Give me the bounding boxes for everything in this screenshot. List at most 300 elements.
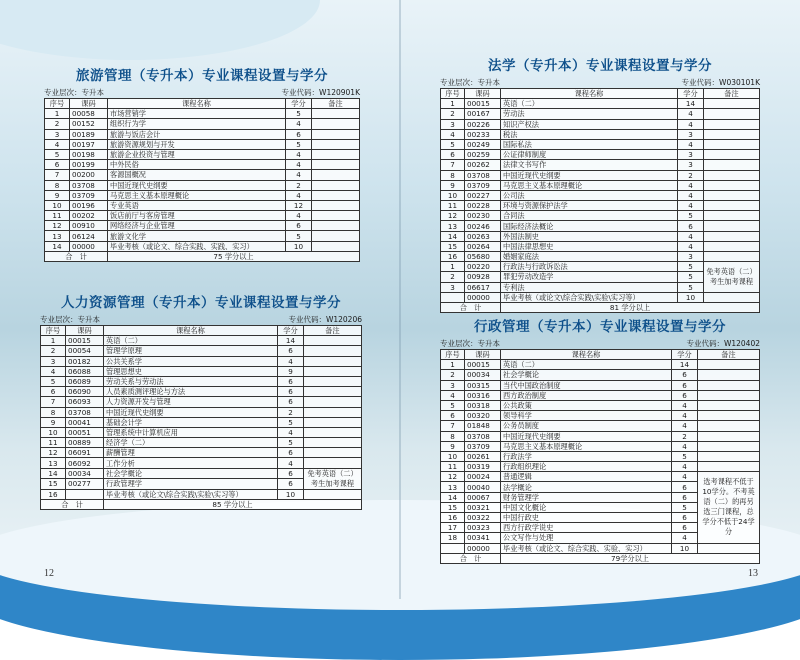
major-code: 专业代码：W120402: [686, 339, 760, 348]
row-seq: 7: [441, 160, 465, 170]
major-level: 专业层次：专升本: [40, 315, 100, 324]
row-course-name: 公共政策: [501, 400, 672, 410]
row-note-empty: [312, 221, 360, 231]
row-course-name: 毕业考核（或论文、综合实践、实验、实习）: [501, 543, 672, 553]
row-note-empty: [312, 129, 360, 139]
row-code: 03709: [465, 441, 501, 451]
total-label: 合 计: [45, 251, 108, 261]
course-table: [44, 98, 360, 262]
table-row: [45, 231, 360, 241]
row-credit: 4: [678, 139, 704, 149]
row-credit: 4: [286, 119, 312, 129]
row-credit: 6: [672, 482, 698, 492]
table-row: [41, 336, 362, 346]
row-course-name: 毕业考核（或论文\综合实践\实验\实习等）: [104, 489, 278, 499]
total-row: [441, 553, 760, 563]
row-code: 00323: [465, 523, 501, 533]
row-seq: 8: [45, 180, 70, 190]
course-table: [40, 325, 362, 510]
admin-section: [440, 315, 760, 564]
row-course-name: 马克思主义基本原理概论: [108, 190, 286, 200]
row-seq: 11: [441, 201, 465, 211]
row-credit: 4: [672, 472, 698, 482]
section-title: 旅游管理（专升本）专业课程设置与学分: [76, 68, 328, 84]
table-row: [45, 160, 360, 170]
table-row: [441, 241, 760, 251]
row-note-empty: [304, 489, 362, 499]
row-code: 00226: [465, 119, 501, 129]
row-credit: 6: [278, 387, 304, 397]
row-code: 00220: [465, 262, 501, 272]
table-row: [441, 211, 760, 221]
row-course-name: 中国近现代史纲要: [501, 170, 678, 180]
table-row: [45, 241, 360, 251]
row-credit: 5: [278, 438, 304, 448]
row-credit: 3: [678, 129, 704, 139]
row-course-name: 中国近现代史纲要: [108, 180, 286, 190]
row-course-name: 行政管理学: [104, 479, 278, 490]
row-credit: 4: [678, 109, 704, 119]
row-credit: 6: [278, 397, 304, 407]
row-seq: 9: [45, 190, 70, 200]
row-course-name: 旅游与饭店会计: [108, 129, 286, 139]
row-note-empty: [698, 380, 760, 390]
row-note-empty: [704, 109, 760, 119]
row-credit: 4: [678, 201, 704, 211]
row-seq: 13: [441, 221, 465, 231]
row-note-empty: [304, 376, 362, 386]
row-code: 00249: [465, 139, 501, 149]
row-note-empty: [704, 170, 760, 180]
row-credit: 4: [286, 211, 312, 221]
header-note: 备注: [698, 350, 760, 360]
row-seq: 11: [45, 211, 70, 221]
table-row: [45, 109, 360, 119]
row-seq: 2: [441, 272, 465, 282]
row-course-name: 外国法制史: [501, 231, 678, 241]
header-name: 课程名称: [104, 326, 278, 336]
table-row: [41, 468, 362, 479]
row-seq: 14: [45, 241, 70, 251]
row-credit: 6: [278, 468, 304, 479]
row-credit: 5: [286, 109, 312, 119]
row-seq: 10: [441, 451, 465, 461]
row-code: 00264: [465, 241, 501, 251]
row-code: 00034: [465, 370, 501, 380]
row-seq: 6: [441, 150, 465, 160]
row-note-empty: [312, 231, 360, 241]
row-note-empty: [304, 438, 362, 448]
row-seq: 2: [441, 109, 465, 119]
row-code: 00152: [70, 119, 108, 129]
row-note-empty: [698, 370, 760, 380]
row-code: 00167: [465, 109, 501, 119]
row-course-name: 中外民俗: [108, 160, 286, 170]
row-course-name: 管理学原理: [104, 346, 278, 356]
row-credit: 4: [286, 170, 312, 180]
row-credit: 5: [678, 272, 704, 282]
row-seq: 2: [45, 119, 70, 129]
table-row: [41, 397, 362, 407]
row-code: 00227: [465, 190, 501, 200]
row-seq: 4: [41, 366, 66, 376]
row-code: 03708: [70, 180, 108, 190]
row-note-empty: [304, 356, 362, 366]
row-seq: 4: [441, 129, 465, 139]
row-course-name: 法学概论: [501, 482, 672, 492]
row-code: 00263: [465, 231, 501, 241]
section-meta: [44, 87, 360, 98]
row-code: 06088: [66, 366, 104, 376]
table-row: [441, 543, 760, 553]
header-name: 课程名称: [501, 350, 672, 360]
row-course-name: 当代中国政治制度: [501, 380, 672, 390]
major-level: 专业层次：专升本: [440, 339, 500, 348]
row-course-name: 西方政治制度: [501, 390, 672, 400]
major-code: 专业代码：W030101K: [681, 78, 760, 87]
row-seq: 3: [441, 282, 465, 292]
row-code: 00341: [465, 533, 501, 543]
header-code: 课码: [465, 350, 501, 360]
row-credit: 4: [672, 533, 698, 543]
table-row: [441, 400, 760, 410]
table-header-row: [41, 326, 362, 336]
row-credit: 5: [286, 231, 312, 241]
table-row: [45, 119, 360, 129]
table-row: [41, 438, 362, 448]
row-note-empty: [304, 346, 362, 356]
row-course-name: 公证律师制度: [501, 150, 678, 160]
major-code: 专业代码：W120901K: [281, 88, 360, 97]
row-note-empty: [312, 119, 360, 129]
law-section: [440, 54, 760, 313]
row-seq: 3: [441, 119, 465, 129]
row-course-name: 劳动法: [501, 109, 678, 119]
row-credit: 6: [278, 479, 304, 490]
row-seq: 11: [41, 438, 66, 448]
row-code: 03709: [465, 180, 501, 190]
row-code: 00320: [465, 411, 501, 421]
row-credit: 12: [286, 200, 312, 210]
row-credit: 6: [678, 221, 704, 231]
table-row: [441, 451, 760, 461]
row-seq: 3: [441, 380, 465, 390]
row-course-name: 环境与资源保护法学: [501, 201, 678, 211]
row-seq: 8: [441, 431, 465, 441]
row-seq: 8: [41, 407, 66, 417]
section-title: 人力资源管理（专升本）专业课程设置与学分: [61, 295, 341, 311]
row-course-name: 财务管理学: [501, 492, 672, 502]
row-seq: 12: [41, 448, 66, 458]
row-course-name: 英语（二）: [104, 336, 278, 346]
row-credit: 4: [678, 119, 704, 129]
table-row: [45, 190, 360, 200]
row-note-empty: [698, 543, 760, 553]
header-credit: 学分: [678, 89, 704, 99]
row-note-empty: [704, 190, 760, 200]
table-header-row: [45, 99, 360, 109]
row-credit: 6: [278, 376, 304, 386]
row-note-empty: [304, 407, 362, 417]
table-row: [441, 421, 760, 431]
row-code: 00202: [70, 211, 108, 221]
table-row: [45, 129, 360, 139]
course-table: [440, 349, 760, 564]
row-seq: 8: [441, 170, 465, 180]
row-credit: 5: [672, 451, 698, 461]
table-row: [45, 221, 360, 231]
row-course-name: 网络经济与企业管理: [108, 221, 286, 231]
header-code: 课码: [66, 326, 104, 336]
row-seq: 3: [45, 129, 70, 139]
row-code: 00199: [70, 160, 108, 170]
row-credit: 3: [678, 160, 704, 170]
row-seq: 15: [441, 502, 465, 512]
row-seq: 2: [41, 346, 66, 356]
row-code: 00319: [465, 462, 501, 472]
section-meta: [440, 77, 760, 88]
course-table: [440, 88, 760, 313]
table-row: [41, 407, 362, 417]
row-seq: 2: [441, 370, 465, 380]
row-course-name: 旅游企业投资与管理: [108, 149, 286, 159]
row-code: 00315: [465, 380, 501, 390]
row-seq: 12: [45, 221, 70, 231]
row-code: 00321: [465, 502, 501, 512]
row-seq: 6: [45, 160, 70, 170]
total-label: 合 计: [441, 553, 501, 563]
row-course-name: 英语（二）: [501, 360, 672, 370]
row-note-empty: [304, 387, 362, 397]
table-row: [41, 356, 362, 366]
row-note-empty: [312, 190, 360, 200]
header-note: 备注: [304, 326, 362, 336]
header-name: 课程名称: [501, 89, 678, 99]
row-note-empty: [312, 149, 360, 159]
row-code: 00054: [66, 346, 104, 356]
table-row: [441, 170, 760, 180]
row-note-empty: [704, 160, 760, 170]
row-credit: 4: [678, 241, 704, 251]
row-course-name: 中国行政史: [501, 513, 672, 523]
row-credit: 4: [678, 190, 704, 200]
row-course-name: 中国文化概论: [501, 502, 672, 512]
row-course-name: 薪酬管理: [104, 448, 278, 458]
row-note-empty: [304, 458, 362, 468]
row-seq: [441, 292, 465, 302]
table-row: [41, 448, 362, 458]
total-row: [45, 251, 360, 261]
row-code: 06089: [66, 376, 104, 386]
row-course-name: 组织行为学: [108, 119, 286, 129]
row-note: 免考英语（二）考生加考课程: [704, 262, 760, 293]
row-course-name: 饭店前厅与客房管理: [108, 211, 286, 221]
row-seq: 1: [441, 99, 465, 109]
page-fold: [399, 0, 401, 599]
table-row: [441, 380, 760, 390]
table-row: [41, 427, 362, 437]
row-note-empty: [704, 211, 760, 221]
table-row: [441, 411, 760, 421]
table-row: [441, 370, 760, 380]
row-credit: 10: [672, 543, 698, 553]
row-code: 00067: [465, 492, 501, 502]
row-code: 00015: [66, 336, 104, 346]
row-credit: 4: [672, 400, 698, 410]
table-row: [441, 262, 760, 272]
row-code: 00196: [70, 200, 108, 210]
row-seq: 5: [441, 139, 465, 149]
row-seq: 1: [441, 360, 465, 370]
header-code: 课码: [465, 89, 501, 99]
row-note-empty: [704, 221, 760, 231]
table-row: [41, 346, 362, 356]
table-row: [441, 390, 760, 400]
row-note-empty: [704, 252, 760, 262]
row-note-empty: [698, 462, 760, 472]
row-code: 03708: [465, 170, 501, 180]
row-note-empty: [312, 109, 360, 119]
row-credit: 2: [672, 431, 698, 441]
row-code: 00228: [465, 201, 501, 211]
row-course-name: 马克思主义基本原理概论: [501, 441, 672, 451]
row-note-empty: [704, 231, 760, 241]
row-seq: 11: [441, 462, 465, 472]
row-credit: 5: [286, 139, 312, 149]
row-seq: 7: [45, 170, 70, 180]
row-seq: 13: [41, 458, 66, 468]
table-row: [45, 200, 360, 210]
table-row: [45, 211, 360, 221]
row-seq: 10: [441, 190, 465, 200]
section-title: 法学（专升本）专业课程设置与学分: [488, 58, 712, 74]
row-code: 00928: [465, 272, 501, 282]
row-note-empty: [698, 441, 760, 451]
header-note: 备注: [704, 89, 760, 99]
row-credit: 3: [678, 252, 704, 262]
row-seq: 1: [441, 262, 465, 272]
total-value: 81 学分以上: [501, 302, 760, 312]
row-seq: 1: [45, 109, 70, 119]
row-code: 00189: [70, 129, 108, 139]
row-code: 00034: [66, 468, 104, 479]
total-value: 79学分以上: [501, 553, 760, 563]
row-seq: 7: [441, 421, 465, 431]
row-note-empty: [304, 417, 362, 427]
total-value: 75 学分以上: [108, 251, 360, 261]
row-note-empty: [698, 411, 760, 421]
row-seq: 16: [441, 513, 465, 523]
row-credit: 10: [278, 489, 304, 499]
row-credit: 2: [278, 407, 304, 417]
row-course-name: 行政法学: [501, 451, 672, 461]
table-row: [441, 139, 760, 149]
row-course-name: 工作分析: [104, 458, 278, 468]
total-value: 85 学分以上: [104, 499, 362, 509]
row-note-empty: [698, 451, 760, 461]
row-code: 00058: [70, 109, 108, 119]
row-credit: 5: [278, 417, 304, 427]
table-row: [441, 231, 760, 241]
row-code: 00000: [465, 543, 501, 553]
row-seq: 12: [441, 211, 465, 221]
row-course-name: 公文写作与处理: [501, 533, 672, 543]
table-row: [441, 109, 760, 119]
row-seq: 13: [45, 231, 70, 241]
row-course-name: 社会学概论: [104, 468, 278, 479]
row-credit: 5: [678, 262, 704, 272]
row-course-name: 经济学（二）: [104, 438, 278, 448]
major-code: 专业代码：W120206: [288, 315, 362, 324]
table-row: [441, 180, 760, 190]
table-row: [41, 376, 362, 386]
row-note-empty: [698, 360, 760, 370]
row-course-name: 旅游资源规划与开发: [108, 139, 286, 149]
row-course-name: 马克思主义基本原理概论: [501, 180, 678, 190]
row-credit: 6: [278, 448, 304, 458]
row-code: 00230: [465, 211, 501, 221]
row-credit: 4: [678, 180, 704, 190]
row-note-empty: [304, 427, 362, 437]
tourism-section: [44, 64, 360, 262]
row-credit: 4: [278, 427, 304, 437]
row-course-name: 国际经济法概论: [501, 221, 678, 231]
row-code: 00233: [465, 129, 501, 139]
row-credit: 4: [286, 149, 312, 159]
row-code: 00015: [465, 99, 501, 109]
row-credit: 5: [678, 211, 704, 221]
row-note-empty: [704, 292, 760, 302]
row-code: 00197: [70, 139, 108, 149]
row-note-empty: [304, 336, 362, 346]
row-course-name: 管理系统中计算机应用: [104, 427, 278, 437]
header-seq: 序号: [41, 326, 66, 336]
row-credit: 6: [278, 346, 304, 356]
row-seq: 15: [441, 241, 465, 251]
row-course-name: 西方行政学说史: [501, 523, 672, 533]
row-seq: 5: [41, 376, 66, 386]
row-course-name: 公共关系学: [104, 356, 278, 366]
row-seq: 15: [41, 479, 66, 490]
row-course-name: 客源国概况: [108, 170, 286, 180]
page-number-left: 12: [44, 568, 54, 579]
row-course-name: 领导科学: [501, 411, 672, 421]
row-note-empty: [698, 421, 760, 431]
row-code: [66, 489, 104, 499]
background-decoration: [0, 0, 320, 60]
row-note-empty: [304, 448, 362, 458]
row-credit: 14: [278, 336, 304, 346]
row-seq: 18: [441, 533, 465, 543]
table-row: [41, 387, 362, 397]
row-course-name: 毕业考核（或论文、综合实践、实践、实习）: [108, 241, 286, 251]
table-row: [441, 472, 760, 482]
table-header-row: [441, 89, 760, 99]
row-code: 00182: [66, 356, 104, 366]
row-seq: 14: [441, 492, 465, 502]
row-course-name: 税法: [501, 129, 678, 139]
row-course-name: 专利法: [501, 282, 678, 292]
row-credit: 4: [672, 411, 698, 421]
header-credit: 学分: [286, 99, 312, 109]
table-row: [441, 292, 760, 302]
row-credit: 9: [278, 366, 304, 376]
row-course-name: 人力资源开发与管理: [104, 397, 278, 407]
row-course-name: 人员素质测评理论与方法: [104, 387, 278, 397]
table-row: [441, 252, 760, 262]
table-header-row: [441, 350, 760, 360]
row-code: 06092: [66, 458, 104, 468]
